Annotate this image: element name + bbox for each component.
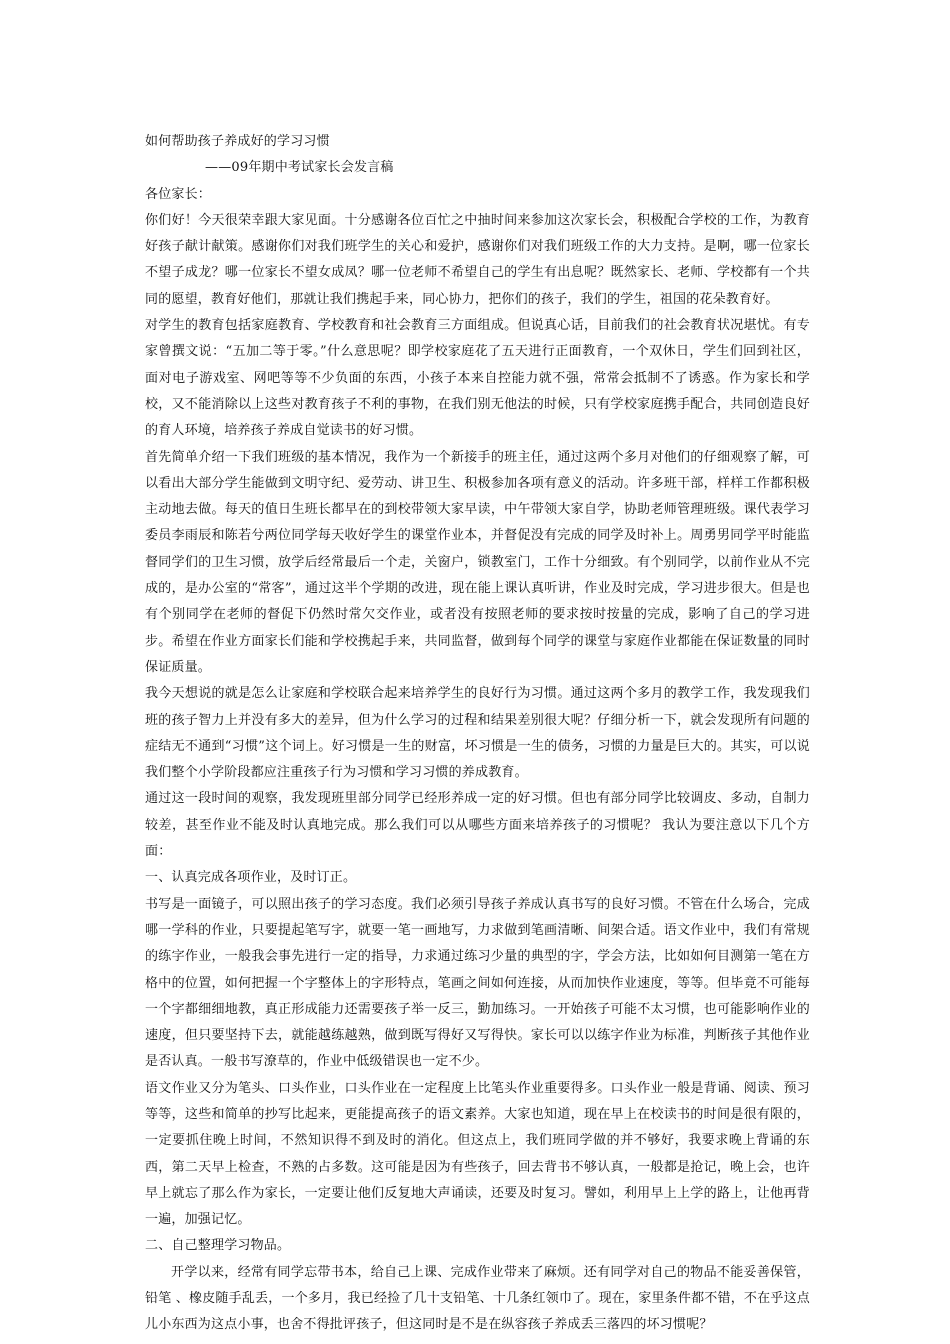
document-body [145,129,810,1339]
paragraph-observation: 通过这一段时间的观察，我发现班里部分同学已经形养成一定的好习惯。但也有部分同学比较调皮、多动，自制力较差，甚至作业不能及时认真地完成。那么我们可以从哪些方面来培养孩子的习惯呢？ 我认为要注意以下几个方面： [145,791,810,860]
section-heading-organizing: 二、自己整理学习物品。 [145,1238,291,1254]
paragraph-habits-importance: 我今天想说的就是怎么让家庭和学校联合起来培养学生的良好行为习惯。通过这两个多月的教学工作，我发现我们班的孩子智力上并没有多大的差异，但为什么学习的过程和结果差别很大呢？仔细分析一下，就会发现所有问题的症结无不通到“习惯”这个词上。好习惯是一生的财富，坏习惯是一生的债务，习惯的力量是巨大的。其实，可以说我们整个小学阶段都应注重孩子行为习惯和学习习惯的养成教育。 [145,686,810,781]
paragraph-organizing: 开学以来，经常有同学忘带书本，给自己上课、完成作业带来了麻烦。还有同学对自己的物品不能妥善保管，铅笔 、橡皮随手乱丢，一个多月，我已经捡了几十支铅笔、十几条红领巾了。现在，家里条件都不错，不在乎这点儿小东西为这点小事，也舍不得批评孩子，但这同时是不是在纵容孩子养成丢三落四的坏习惯呢？ [145,1264,810,1333]
paragraph-oral-homework: 语文作业又分为笔头、口头作业，口头作业在一定程度上比笔头作业重要得多。口头作业一般是背诵、阅读、预习等等，这些和简单的抄写比起来，更能提高孩子的语文素养。大家也知道，现在早上在校读书的时间是很有限的，一定要抓住晚上时间，不然知识得不到及时的消化。但这点上，我们班同学做的并不够好，我要求晚上背诵的东西，第二天早上检查，不熟的占多数。这可能是因为有些孩子，回去背书不够认真，一般都是抢记，晚上会，也许早上就忘了那么作为家长，一定要让他们反复地大声诵读，还要及时复习。譬如，利用早上上学的路上，让他再背一遍，加强记忆。 [145,1080,810,1228]
paragraph-greeting: 你们好！今天很荣幸跟大家见面。十分感谢各位百忙之中抽时间来参加这次家长会，积极配合学校的工作，为教育好孩子献计献策。感谢你们对我们班学生的关心和爱护，感谢你们对我们班级工作的大力支持。是啊，哪一位家长不望子成龙？哪一位家长不望女成凤？哪一位老师不希望自己的学生有出息呢？既然家长、老师、学校都有一个共同的愿望，教育好他们，那就让我们携起手来，同心协力，把你们的孩子，我们的学生，祖国的花朵教育好。 [145,212,810,307]
section-heading-homework: 一、认真完成各项作业，及时订正。 [145,870,357,886]
salutation: 各位家长： [145,186,212,202]
paragraph-class-overview: 首先简单介绍一下我们班级的基本情况，我作为一个新接手的班主任，通过这两个多月对他们的仔细观察了解，可以看出大部分学生能做到文明守纪、爱劳动、讲卫生、积极参加各项有意义的活动。许多班干部，样样工作都积极主动地去做。每天的值日生班长都早在的到校带领大家早读，中午带领大家自学，协助老师管理班级。课代表学习委员李雨辰和陈若兮两位同学每天收好学生的课堂作业本，并督促没有完成的同学及时补上。周勇男同学平时能监督同学们的卫生习惯，放学后经常最后一个走，关窗户，锁教室门，工作十分细致。有个别同学，以前作业从不完成的，是办公室的“常客”，通过这半个学期的改进，现在能上课认真听讲，作业及时完成，学习进步很大。但是也有个别同学在老师的督促下仍然时常欠交作业，或者没有按照老师的要求按时按量的完成，影响了自己的学习进步。希望在作业方面家长们能和学校携起手来，共同监督，做到每个同学的课堂与家庭作业都能在保证数量的同时保证质量。 [145,449,810,675]
document-subtitle: ——09年期中考试家长会发言稿 [205,160,394,176]
paragraph-handwriting: 书写是一面镜子，可以照出孩子的学习态度。我们必须引导孩子养成认真书写的良好习惯。不管在什么场合，完成哪一学科的作业，只要提起笔写字，就要一笔一画地写，力求做到笔画清晰、间架合适。语文作业中，我们有常规的练字作业，一般我会事先进行一定的指导，力求通过练习少量的典型的字，学会方法，比如如何目测第一笔在方格中的位置，如何把握一个字整体上的字形特点，笔画之间如何连接，从而加快作业速度，等等。但毕竟不可能每一个字都细细地教，真正形成能力还需要孩子举一反三，勤加练习。一开始孩子可能不太习惯，也可能影响作业的速度，但只要坚持下去，就能越练越熟，做到既写得好又写得快。家长可以以练字作业为标准，判断孩子其他作业是否认真。一般书写潦草的，作业中低级错误也一定不少。 [145,896,810,1070]
document-title: 如何帮助孩子养成好的学习习惯 [145,134,330,149]
paragraph-education-aspects: 对学生的教育包括家庭教育、学校教育和社会教育三方面组成。但说真心话，目前我们的社会教育状况堪忧。有专家曾撰文说：“五加二等于零。”什么意思呢？即学校家庭花了五天进行正面教育，一个双休日，学生们回到社区，面对电子游戏室、网吧等等不少负面的东西，小孩子本来自控能力就不强，常常会抵制不了诱惑。作为家长和学校，又不能消除以上这些对教育孩子不利的事物，在我们别无他法的时候，只有学校家庭携手配合，共同创造良好的育人环境，培养孩子养成自觉读书的好习惯。 [145,318,810,439]
